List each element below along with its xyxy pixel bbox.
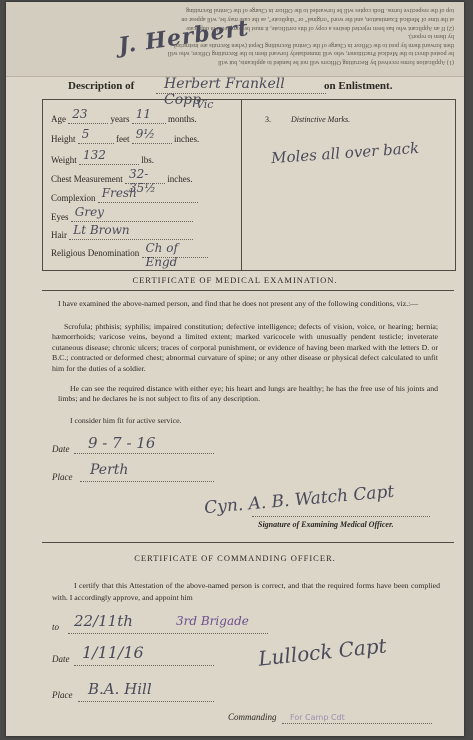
hair-label: Hair — [51, 230, 67, 240]
signature-line — [252, 516, 430, 517]
commanding-place-label: Place — [52, 690, 73, 700]
eyes-value: Grey — [74, 205, 104, 219]
religion-value: Ch of Engd — [145, 241, 178, 269]
commanding-officer-signature: Lullock Capt — [257, 633, 388, 671]
camp-stamp: For Camp Cdt — [290, 713, 345, 722]
flap-line: top of the respective forms. Both copies will be forwarded to the Officer in Charge of the Central Recruiting — [186, 7, 454, 15]
hair-value: Lt Brown — [73, 223, 130, 237]
recruit-name: Herbert Frankell Copp — [164, 76, 285, 108]
weight-value: 132 — [83, 148, 106, 162]
religion-row — [51, 241, 208, 269]
description-suffix: on Enlistment. — [324, 80, 393, 92]
lbs-label: lbs. — [141, 155, 155, 165]
years-label: years — [110, 114, 130, 124]
commanding-body: I certify that this Attestation of the above-named person is correct, and that the required forms have been complied with. I accordingly approve, and appoint him — [52, 581, 440, 602]
weight-row — [51, 148, 155, 165]
religion-label: Religious Denomination — [51, 248, 140, 258]
feet-label: feet — [116, 134, 130, 144]
table-divider — [241, 100, 242, 270]
flap-line: by them to report). — [407, 33, 454, 41]
complexion-row — [51, 186, 198, 203]
height-row — [51, 127, 200, 144]
flap-line: be posted direct to the Medical Practitioner, who will immediately forward them to the Recruiting Officer, who will — [167, 50, 454, 58]
flap-line: (1) Application forms received by Recruiting Officers will not be handed to applicants, but will — [218, 59, 454, 67]
distinctive-marks-value: Moles all over back — [270, 138, 420, 168]
attestation-document — [6, 2, 464, 736]
age-years-value: 23 — [72, 107, 88, 121]
complexion-value: Fresh — [101, 186, 137, 200]
flap-handwriting: J. Herbert — [116, 14, 251, 60]
flap-line: at the time of Medical Examination, and the word "original" or "duplicate", as the case may be, will appear on — [181, 16, 454, 24]
description-prefix: Description of — [68, 80, 135, 92]
chest-value: 32-35½ — [128, 167, 156, 195]
chest-unit: inches. — [167, 174, 193, 184]
hair-row — [51, 223, 193, 240]
commanding-place-value: B.A. Hill — [88, 680, 152, 698]
medical-conditions: Scrofula; phthisis; syphilis; impaired constitution; defective intelligence; defects of vision, voice, or hearing; hernia; hæmorrhoids; varicose veins, beyond a limited extent; marked varicocele with unusually pendent testicle; inveterate cutaneous disease; chronic ulcers; traces of corporal punishment, or evidence of having been marked with the letters D. or B.C.; contracted or deformed chest; abnormal curvature of spine; or any other disease or physical defect calculated to unfit him for the duties of a soldier. — [52, 322, 438, 373]
height-feet-value: 5 — [81, 127, 90, 141]
commanding-certificate-title: CERTIFICATE OF COMMANDING OFFICER. — [134, 553, 336, 563]
age-row — [51, 107, 197, 124]
divider — [42, 542, 454, 543]
inches-label: inches. — [174, 134, 200, 144]
flap-line: then forward them by post to the Officer in Charge of the Central Recruiting Depot (when Recruits are instructed — [174, 41, 454, 49]
medical-certificate-title: CERTIFICATE OF MEDICAL EXAMINATION. — [132, 275, 338, 285]
to-label: to — [52, 622, 60, 632]
flap-line: (2) If an Applicant who has been rejected desires a copy of this certificate, it must be completed in duplicate — [186, 24, 454, 32]
chest-label: Chest Measurement — [51, 174, 123, 184]
medical-intro: I have examined the above-named person, and find that he does not present any of the following conditions, viz.:— — [58, 299, 419, 308]
medical-place-value: Perth — [90, 462, 129, 478]
height-inches-value: 9½ — [135, 127, 156, 141]
age-label: Age — [51, 114, 66, 124]
eyes-label: Eyes — [51, 212, 69, 222]
distinctive-marks-number: 3. — [265, 115, 271, 124]
complexion-label: Complexion — [51, 193, 96, 203]
to-value: 22/11th — [74, 612, 133, 630]
medical-place-label: Place — [52, 472, 73, 482]
brigade-value: 3rd Brigade — [176, 614, 249, 628]
margin-note: Vic — [196, 98, 214, 111]
eyes-row — [51, 205, 193, 222]
weight-label: Weight — [51, 155, 77, 165]
commanding-date-value: 1/11/16 — [82, 643, 144, 662]
medical-date-value: 9 - 7 - 16 — [88, 434, 156, 452]
age-months-value: 11 — [135, 107, 152, 121]
height-label: Height — [51, 134, 76, 144]
medical-ability: He can see the required distance with either eye; his heart and lungs are healthy; he has the free use of his joints and limbs; and he declares he is not subject to fits of any description. — [58, 384, 438, 404]
medical-date-label: Date — [52, 444, 70, 454]
folded-instructions-flap — [6, 2, 464, 77]
signature-caption: Signature of Examining Medical Officer. — [258, 520, 394, 529]
commanding-label: Commanding — [228, 712, 277, 722]
medical-fit: I consider him fit for active service. — [70, 416, 182, 425]
description-table — [42, 99, 456, 271]
medical-officer-signature: Cyn. A. B. Watch Capt — [203, 481, 395, 519]
divider — [42, 290, 454, 291]
commanding-date-label: Date — [52, 654, 70, 664]
distinctive-marks-title: Distinctive Marks. — [291, 115, 351, 124]
months-label: months. — [168, 114, 197, 124]
